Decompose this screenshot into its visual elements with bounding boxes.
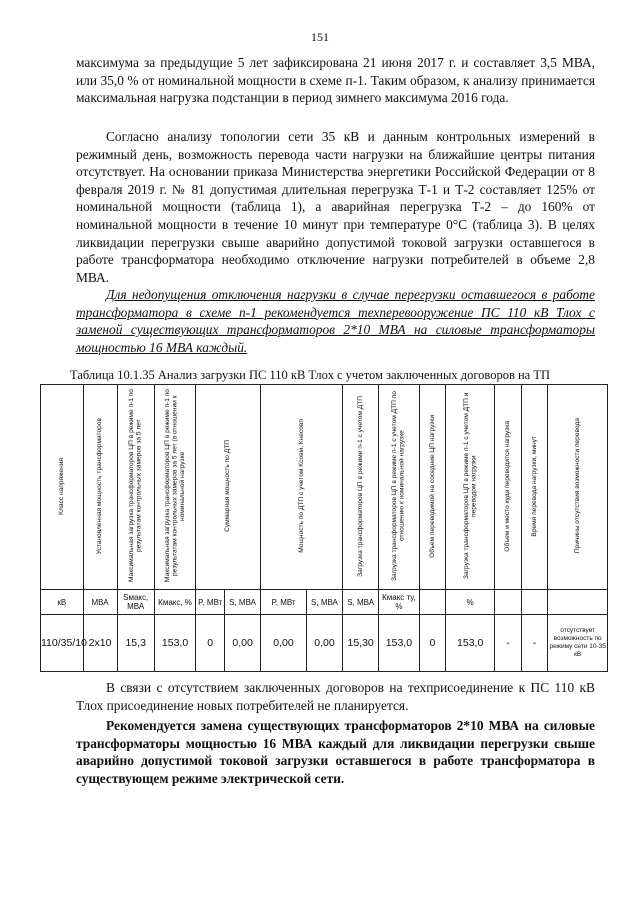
table-unit-cell	[495, 590, 522, 615]
paragraph-no-contracts: В связи с отсутствием заключенных договоров на техприсоединение к ПС 110 кВ Тлох присоединение новых потребителей не планируется.	[76, 680, 595, 713]
table-unit-cell: S, МВА	[225, 590, 261, 615]
table-header-cell: Суммарная мощность по ДТП	[196, 385, 261, 590]
paragraph-final-recommendation: Рекомендуется замена существующих трансформаторов 2*10 МВА на силовые трансформаторы мощностью 16 МВА каждый для ликвидации перегрузки свыше аварийно допустимой токовой загрузки оставшегося в работе трансформатора в существующем режиме электрической сети.	[76, 718, 595, 786]
table-unit-cell: P, МВт	[196, 590, 225, 615]
table-header-cell: Время перевода нагрузки, минут	[521, 385, 548, 590]
table-cell: -	[521, 615, 548, 672]
table-cell: 0	[196, 615, 225, 672]
table-unit-cell: P, МВт	[261, 590, 307, 615]
table-header-cell: Установленная мощность трансформаторов	[83, 385, 117, 590]
table-header-cell: Максимальная загрузка трансформаторов ЦП в режиме п-1 по результатам контрольных замеров за 5 лет (в отношении к номинальной нагрузке	[154, 385, 195, 590]
table-unit-cell: Кмакс, %	[154, 590, 195, 615]
table-unit-cell: S, МВА	[343, 590, 379, 615]
table-unit-cell: Sмакс, МВА	[117, 590, 154, 615]
table-cell: 153,0	[446, 615, 495, 672]
table-cell: 0	[419, 615, 446, 672]
table-cell: 15,3	[117, 615, 154, 672]
table-cell: -	[495, 615, 522, 672]
paragraph-network-topology: Согласно анализу топологии сети 35 кВ и данным контрольных измерений в режимный день, возможность перевода части нагрузки на ближайшие центры питания отсутствует. На основании приказа Министерства энергетики Российской Федерации от 8 февраля 2019 г. № 81 допустимая длительная перегрузка Т-1 и Т-2 составляет 125% от номинальной мощности (таблица 1), а аварийная перегрузка Т-2 – до 160% от номинальной мощности в течение 10 минут при температуре 0°С (таблица 3). В целях ликвидации перегрузки свыше аварийно допустимой токовой загрузки оставшегося в работе трансформатора необходимо отключение нагрузки потребителей в объеме 2,8 МВА.	[76, 129, 595, 285]
table-cell: 15,30	[343, 615, 379, 672]
table-cell: 0,00	[306, 615, 342, 672]
table-unit-cell: кВ	[41, 590, 84, 615]
paragraph-load-maximum: максимума за предыдущие 5 лет зафиксирована 21 июня 2017 г. и составляет 3,5 МВА, или 35,0 % от номинальной мощности в схеме п-1. Таким образом, к анализу принимается максимальная нагрузка подстанции в период зимнего максимума 2016 года.	[76, 55, 595, 106]
table-cell: 153,0	[379, 615, 419, 672]
table-header-cell: Загрузка трансформаторов ЦП в режиме п-1 с учетом ДТП	[343, 385, 379, 590]
table-cell: 110/35/10	[41, 615, 84, 672]
table-cell: отсутствует возможность по режиму сети 10-35 кВ	[548, 615, 608, 672]
table-header-cell: Класс напряжения	[41, 385, 84, 590]
table-cell: 2х10	[83, 615, 117, 672]
table-units-row	[41, 590, 608, 615]
table-header-cell: Загрузка трансформаторов ЦП в режиме п-1 с учетом ДТП и переводом нагрузки	[446, 385, 495, 590]
table-header-cell: Причины отсутствия возможности перевода	[548, 385, 608, 590]
table-header-row	[41, 385, 608, 590]
table-unit-cell: МВА	[83, 590, 117, 615]
paragraph-recommendation-italic	[76, 286, 595, 356]
table-header-cell: Объем и место куда переводится нагрузка	[495, 385, 522, 590]
table-unit-cell	[521, 590, 548, 615]
table-unit-cell: S, МВА	[306, 590, 342, 615]
table-header-cell: Загрузка трансформаторов ЦП в режиме п-1 с учетом ДТП по отношению к номинальной нагрузке	[379, 385, 419, 590]
table-header-cell: Максимальная загрузка трансформаторов ЦП в режиме п-1 по результатам контрольных замеров за 5 лет	[117, 385, 154, 590]
page-number: 151	[311, 30, 329, 44]
table-unit-cell: Кмакс ту, %	[379, 590, 419, 615]
table-unit-cell	[548, 590, 608, 615]
table-header-cell: Мощность по ДТП с учетом Ксовм, Кнесовп	[261, 385, 343, 590]
table-cell: 153,0	[154, 615, 195, 672]
table-caption: Таблица 10.1.35 Анализ загрузки ПС 110 кВ Тлох с учетом заключенных договоров на ТП	[70, 368, 551, 382]
table-cell: 0,00	[261, 615, 307, 672]
table-unit-cell	[419, 590, 446, 615]
load-analysis-table	[40, 384, 608, 672]
table-row	[41, 615, 608, 672]
table-header-cell: Объем переводимой на соседние ЦП нагрузки	[419, 385, 446, 590]
recommendation-italic-text: Для недопущения отключения нагрузки в случае перегрузки оставшегося в работе трансформатора в схеме п-1 рекомендуется техперевооружение ПС 110 кВ Тлох с заменой существующих трансформаторов 2*10 МВА на силовые трансформаторы мощностью 16 МВА каждый.	[76, 287, 595, 355]
table-unit-cell: %	[446, 590, 495, 615]
table-cell: 0,00	[225, 615, 261, 672]
